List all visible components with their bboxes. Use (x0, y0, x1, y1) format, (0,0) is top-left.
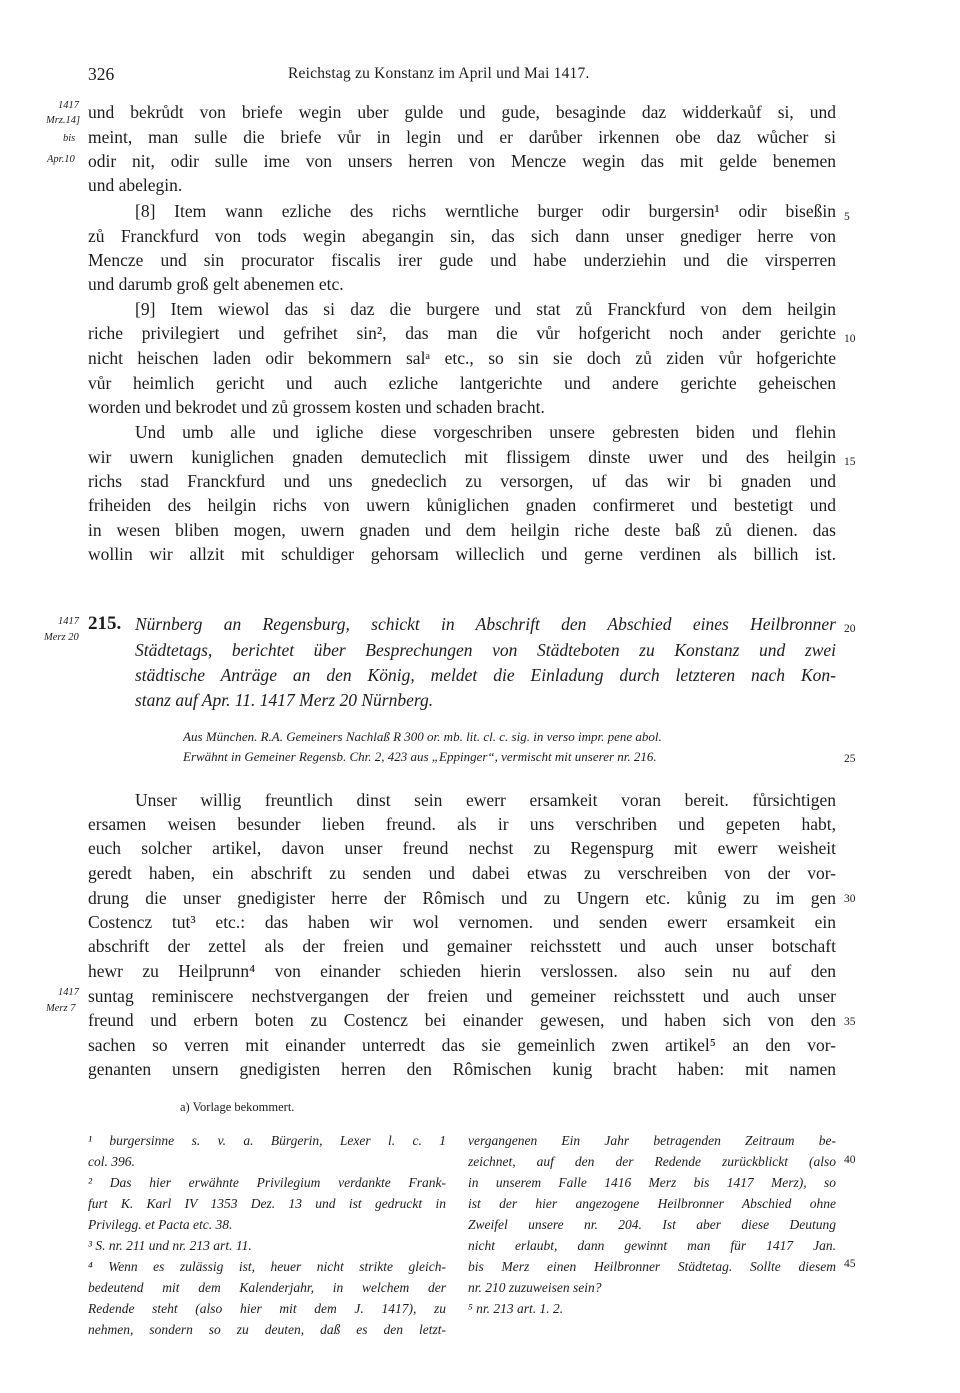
line-number: 15 (844, 456, 856, 468)
page-number: 326 (88, 64, 115, 84)
footnote-line: nr. 210 zuzuweisen sein? (468, 1280, 602, 1295)
line-number: 5 (844, 211, 850, 223)
document-heading-line: städtische Anträge an den König, meldet die Einladung durch letzteren nach Kon- (135, 665, 836, 685)
document-heading-line: Städtetags, berichtet über Besprechungen von Städteboten zu Konstanz und zwei (135, 640, 836, 660)
body-line: vůr heimlich gericht und auch ezliche lantgerichte und andere gerichte geheischen (88, 373, 836, 393)
footnote-line: furt K. Karl IV 1353 Dez. 13 und ist gedruckt in (88, 1196, 446, 1211)
letter-line: Costencz tut³ etc.: das haben wir wol vernomen. und senden ewerr ersamkeit ein (88, 912, 836, 932)
footnote-line: in unserem Falle 1416 Merz bis 1417 Merz), so (468, 1175, 836, 1190)
letter-line: euch solcher artikel, davon unser freund nechst zu Regenspurg mit ewerr weisheit (88, 838, 836, 858)
line-number: 10 (844, 333, 856, 345)
body-line: nicht heischen laden odir bekommern salᵃ etc., so sin sie doch zů ziden vůr hofgerichte (88, 348, 836, 368)
margin-date-year: 1417 (58, 987, 79, 998)
footnote-line: Privilegg. et Pacta etc. 38. (88, 1217, 233, 1232)
letter-line: Unser willig freuntlich dinst sein ewerr ersamkeit voran bereit. fůrsichtigen (135, 790, 836, 810)
source-note: Erwähnt in Gemeiner Regensb. Chr. 2, 423 aus „Eppinger“, vermischt mit unserer nr. 216. (183, 749, 657, 764)
running-title: Reichstag zu Konstanz im April und Mai 1417. (288, 65, 590, 82)
line-number: 40 (844, 1154, 856, 1166)
footnote-line: Redende steht (also hier mit dem J. 1417), zu (88, 1301, 446, 1316)
letter-line: abschrift der zettel als der freien und gemainer reichsstett und auch unser botschaft (88, 936, 836, 956)
margin-date-day: Merz 7 (46, 1003, 76, 1014)
body-line: friheiden des heilgin richs von uwern kůniglichen gnaden confirmeret und bestetigt und (88, 495, 836, 515)
footnote-line: ¹ burgersinne s. v. a. Bürgerin, Lexer l. c. 1 (88, 1133, 446, 1148)
body-line: riche privilegiert und gefrihet sin², das man die vůr hofgericht noch ander gerichte (88, 323, 836, 343)
body-line: und darumb groß gelt abenemen etc. (88, 274, 344, 294)
line-number: 30 (844, 893, 856, 905)
letter-line: freund und erbern boten zu Costencz bei einander gewesen, und haben sich von den (88, 1010, 836, 1030)
body-line: und bekrůdt von briefe wegin uber gulde und gude, besaginde daz widderkaůf si, und (88, 102, 836, 122)
line-number: 45 (844, 1258, 856, 1270)
footnote-line: ² Das hier erwähnte Privilegium verdankte Frank- (88, 1175, 446, 1190)
body-line: zů Franckfurd von tods wegin abegangin sin, das sich dann unser gnediger herre von (88, 226, 836, 246)
footnote-line: Zweifel unsere nr. 204. Ist aber diese Deutung (468, 1217, 836, 1232)
body-line: worden und bekrodet und zů grossem kosten und schaden bracht. (88, 397, 545, 417)
letter-line: drung die unser gnedigister herre der Rômisch und zu Ungern etc. kůnig zu im gen (88, 888, 836, 908)
footnote-line: nicht erlaubt, dann gewinnt man für 1417 Jan. (468, 1238, 836, 1253)
body-line: Mencze und sin procurator fiscalis irer gude und habe underziehin und die virsperren (88, 250, 836, 270)
body-line: Und umb alle und igliche diese vorgeschriben unsere gebresten biden und flehin (135, 422, 836, 442)
footnote-line: ⁵ nr. 213 art. 1. 2. (468, 1301, 564, 1316)
margin-date-year: 1417 (58, 100, 79, 111)
footnote-line: zeichnet, auf den der Redende zurückblickt (also (468, 1154, 836, 1169)
document-heading-line: Nürnberg an Regensburg, schickt in Abschrift den Abschied eines Heilbronner (135, 614, 836, 634)
source-note: Aus München. R.A. Gemeiners Nachlaß R 300 or. mb. lit. cl. c. sig. in verso impr. pene abol. (183, 729, 662, 744)
footnote-line: vergangenen Ein Jahr betragenden Zeitraum be- (468, 1133, 836, 1148)
letter-line: ersamen weisen besunder lieben freund. als ir uns verschriben und gepeten habt, (88, 814, 836, 834)
footnote-line: col. 396. (88, 1154, 135, 1169)
body-line: und abelegin. (88, 175, 183, 195)
margin-date-day: Merz 20 (44, 632, 79, 643)
footnote-line: ist der hier angezogene Heilbronner Abschied ohne (468, 1196, 836, 1211)
footnote-line: bis Merz einen Heilbronner Städtetag. Sollte diesem (468, 1259, 836, 1274)
document-heading-line: stanz auf Apr. 11. 1417 Merz 20 Nürnberg. (135, 690, 434, 710)
margin-date-bis: bis (63, 133, 76, 144)
body-line: wir uwern kuniglichen gnaden demuteclich mit flissigem dinste uwer und des heilgin (88, 447, 836, 467)
body-line: meint, man sulle die briefe vůr in legin und er darůber irkennen obe daz wůcher si (88, 127, 836, 147)
footnote-line: ⁴ Wenn es zulässig ist, heuer nicht strikte gleich- (88, 1259, 446, 1274)
margin-date-end: Apr.10 (47, 154, 75, 165)
body-line: [9] Item wiewol das si daz die burgere und stat zů Franckfurd von dem heilgin (135, 299, 836, 319)
body-line: odir nit, odir sulle ime von unsers herren von Mencze wegin das mit gelde benemen (88, 151, 836, 171)
body-line: richs stad Franckfurd und uns gnedeclich zu versorgen, uf das wir bi gnaden und (88, 471, 836, 491)
letter-line: sachen so verren mit einander unterredt das sie gemeinlich zwen artikel⁵ an den vor- (88, 1035, 836, 1055)
variant-note: a) Vorlage bekommert. (180, 1100, 295, 1114)
margin-date-year: 1417 (58, 616, 79, 627)
margin-date-start: Mrz.14] (46, 115, 81, 126)
line-number: 20 (844, 623, 856, 635)
footnote-line: nehmen, sondern so zu deuten, daß es den letzt- (88, 1322, 446, 1337)
letter-line: hewr zu Heilprunn⁴ von einander schieden hierin verslossen. also sein nu auf den (88, 961, 836, 981)
line-number: 35 (844, 1016, 856, 1028)
document-number: 215. (88, 613, 122, 634)
body-line: in wesen bliben mogen, uwern gnaden und dem heilgin riche deste baß zů dienen. das (88, 520, 836, 540)
footnote-line: ³ S. nr. 211 und nr. 213 art. 11. (88, 1238, 252, 1253)
body-line: [8] Item wann ezliche des richs werntliche burger odir burgersin¹ odir biseßin (135, 201, 836, 221)
line-number: 25 (844, 753, 856, 765)
footnote-line: bedeutend mit dem Kalenderjahr, in welchem der (88, 1280, 446, 1295)
letter-line: genanten unsern gnedigisten herren den Rômischen kunig bracht haben: mit namen (88, 1059, 836, 1079)
letter-line: geredt haben, ein abschrift zu senden und dabei etwas zu verschreiben von der vor- (88, 863, 836, 883)
body-line: wollin wir allzit mit schuldiger gehorsam willeclich und gerne verdinen als billich ist. (88, 544, 836, 564)
letter-line: suntag reminiscere nechstvergangen der freien und gemeiner reichsstett und auch unser (88, 986, 836, 1006)
